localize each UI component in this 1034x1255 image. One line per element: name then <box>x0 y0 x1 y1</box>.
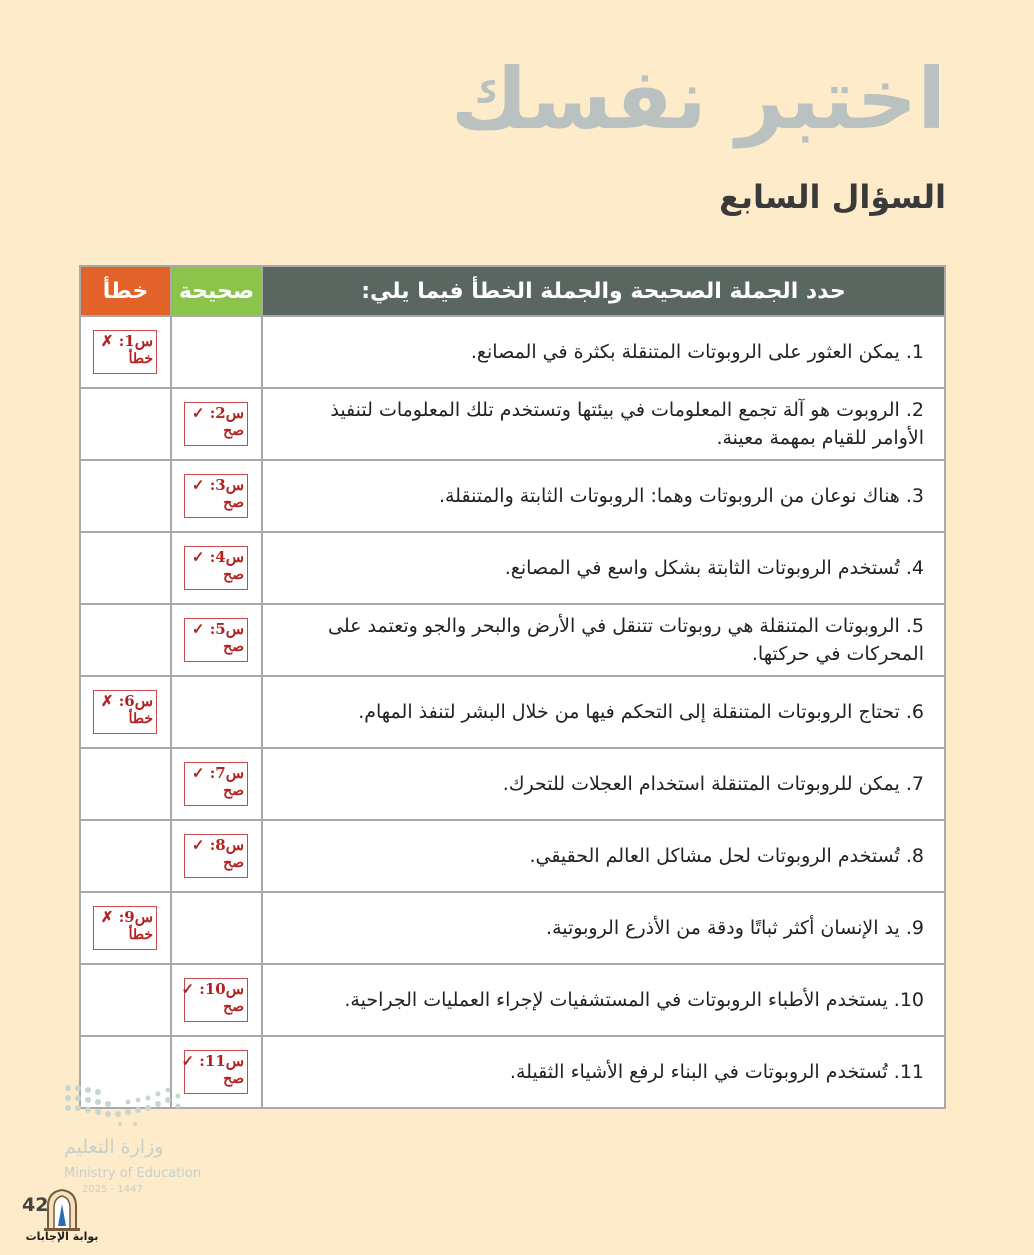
ministry-logo <box>60 1080 210 1200</box>
table-row <box>80 388 945 460</box>
true-cell <box>171 460 262 532</box>
true-cell <box>171 964 262 1036</box>
answer-mark-value: خطأ <box>128 927 153 943</box>
true-cell <box>171 820 262 892</box>
answer-mark <box>184 402 248 446</box>
true-cell <box>171 892 262 964</box>
statement-text: 2. الروبوت هو آلة تجمع المعلومات في بيئتها وتستخدم تلك المعلومات لتنفيذ الأوامر للقيام بمهمة معينة. <box>262 388 945 460</box>
answer-mark-value: خطأ <box>128 711 153 727</box>
false-cell <box>80 820 171 892</box>
answer-mark <box>184 474 248 518</box>
answer-mark-label: س7: ✓ <box>191 764 244 782</box>
answer-mark <box>184 618 248 662</box>
ministry-dots-emblem <box>60 1080 210 1130</box>
answer-mark-value: صح <box>223 639 244 655</box>
true-cell <box>171 316 262 388</box>
true-false-table <box>79 265 946 1109</box>
question-heading: السؤال السابع <box>719 178 946 216</box>
page-title: اختبر نفسك <box>450 50 946 148</box>
false-cell <box>80 748 171 820</box>
statement-text: 8. تُستخدم الروبوتات لحل مشاكل العالم الحقيقي. <box>262 820 945 892</box>
answer-mark-label: س6: ✗ <box>100 692 153 710</box>
answer-mark <box>181 978 248 1022</box>
answers-portal-label: بوابة الإجابات <box>25 1230 99 1243</box>
false-cell <box>80 532 171 604</box>
header-false: خطأ <box>80 266 171 316</box>
answer-mark-label: س4: ✓ <box>191 548 244 566</box>
table-row <box>80 604 945 676</box>
false-cell <box>80 316 171 388</box>
answer-mark-value: صح <box>223 495 244 511</box>
statement-text: 5. الروبوتات المتنقلة هي روبوتات تتنقل في الأرض والبحر والجو وتعتمد على المحركات في حركتها. <box>262 604 945 676</box>
table-header-row <box>80 266 945 316</box>
answer-mark-value: صح <box>223 999 244 1015</box>
false-cell <box>80 964 171 1036</box>
true-cell <box>171 748 262 820</box>
answer-mark-value: صح <box>223 855 244 871</box>
false-cell <box>80 388 171 460</box>
page-number: 42 <box>22 1194 49 1216</box>
true-cell <box>171 388 262 460</box>
answers-portal-badge <box>14 1186 110 1252</box>
false-cell <box>80 460 171 532</box>
answers-portal-icon <box>14 1186 110 1232</box>
header-instruction: حدد الجملة الصحيحة والجملة الخطأ فيما يلي: <box>262 266 945 316</box>
answer-mark-value: صح <box>223 1071 244 1087</box>
table-row <box>80 460 945 532</box>
statement-text: 6. تحتاج الروبوتات المتنقلة إلى التحكم فيها من خلال البشر لتنفذ المهام. <box>262 676 945 748</box>
answer-mark <box>184 762 248 806</box>
header-true: صحيحة <box>171 266 262 316</box>
false-cell <box>80 604 171 676</box>
table-row <box>80 676 945 748</box>
answer-mark-label: س3: ✓ <box>191 476 244 494</box>
answer-mark-value: خطأ <box>128 351 153 367</box>
ministry-name-english: Ministry of Education <box>64 1166 202 1181</box>
answer-mark-label: س10: ✓ <box>181 980 244 998</box>
true-cell <box>171 676 262 748</box>
statement-text: 3. هناك نوعان من الروبوتات وهما: الروبوتات الثابتة والمتنقلة. <box>262 460 945 532</box>
statement-text: 4. تُستخدم الروبوتات الثابتة بشكل واسع في المصانع. <box>262 532 945 604</box>
statement-text: 1. يمكن العثور على الروبوتات المتنقلة بكثرة في المصانع. <box>262 316 945 388</box>
answer-mark-label: س11: ✓ <box>181 1052 244 1070</box>
table-row <box>80 964 945 1036</box>
statement-text: 7. يمكن للروبوتات المتنقلة استخدام العجلات للتحرك. <box>262 748 945 820</box>
statement-text: 9. يد الإنسان أكثر ثباتًا ودقة من الأذرع الروبوتية. <box>262 892 945 964</box>
false-cell <box>80 676 171 748</box>
ministry-years: 2025 - 1447 <box>82 1184 143 1195</box>
answer-mark <box>93 690 157 734</box>
table-row <box>80 532 945 604</box>
statement-text: 10. يستخدم الأطباء الروبوتات في المستشفيات لإجراء العمليات الجراحية. <box>262 964 945 1036</box>
table-row <box>80 748 945 820</box>
answer-mark-label: س8: ✓ <box>191 836 244 854</box>
table-row <box>80 892 945 964</box>
table-row <box>80 316 945 388</box>
statement-text: 11. تُستخدم الروبوتات في البناء لرفع الأشياء الثقيلة. <box>262 1036 945 1108</box>
true-cell <box>171 532 262 604</box>
answer-mark-value: صح <box>223 423 244 439</box>
table-row <box>80 820 945 892</box>
answer-mark-label: س1: ✗ <box>100 332 153 350</box>
answer-mark <box>93 906 157 950</box>
answer-mark <box>184 546 248 590</box>
true-cell <box>171 604 262 676</box>
answer-mark <box>93 330 157 374</box>
false-cell <box>80 892 171 964</box>
answer-mark-label: س9: ✗ <box>100 908 153 926</box>
answer-mark-value: صح <box>223 567 244 583</box>
answer-mark <box>184 834 248 878</box>
answer-mark-value: صح <box>223 783 244 799</box>
answer-mark-label: س2: ✓ <box>191 404 244 422</box>
answer-mark-label: س5: ✓ <box>191 620 244 638</box>
ministry-name-arabic: وزارة التعليم <box>64 1136 164 1158</box>
